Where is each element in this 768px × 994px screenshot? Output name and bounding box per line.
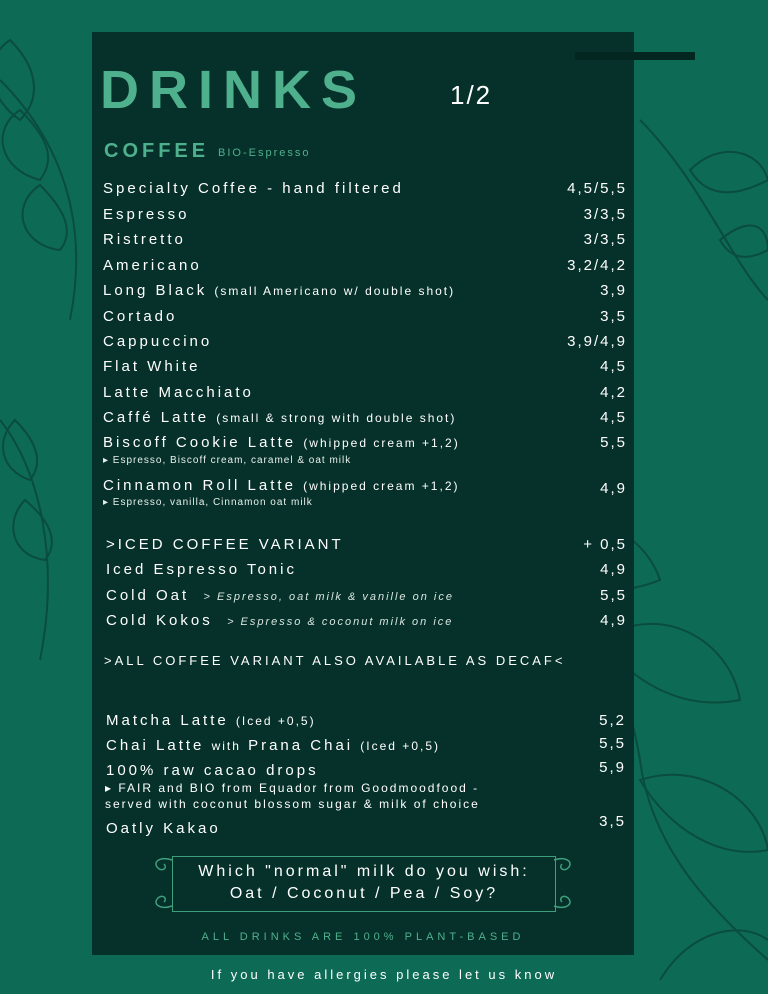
item-name: Matcha Latte: [106, 712, 229, 729]
section-subtitle-coffee: BIO-Espresso: [218, 147, 311, 159]
menu-item: [103, 180, 627, 202]
item-name: Oatly Kakao: [106, 820, 221, 837]
item-price: 4,5: [600, 358, 627, 375]
item-description: ▸ Espresso, Biscoff cream, caramel & oat milk: [103, 455, 352, 466]
item-name: Long Black: [103, 282, 208, 299]
item-price: 5,2: [599, 712, 626, 729]
item-name: Cold Kokos: [106, 612, 213, 629]
item-name: Cortado: [103, 308, 178, 325]
section-title-coffee: COFFEE: [104, 140, 210, 162]
item-price: 4,9: [600, 612, 627, 629]
item-name: Cold Oat: [106, 587, 190, 604]
item-name: Cinnamon Roll Latte: [103, 477, 296, 494]
item-price: 5,5: [600, 587, 627, 604]
item-name: Chai Latte: [106, 737, 205, 754]
item-price: 4,5: [600, 409, 627, 426]
item-price: + 0,5: [583, 536, 627, 553]
item-price: 3,5: [599, 813, 626, 830]
item-note: (Iced +0,5): [360, 739, 440, 753]
item-name: Caffé Latte: [103, 409, 210, 426]
item-name: 100% raw cacao drops: [106, 762, 319, 779]
item-name: Flat White: [103, 358, 201, 375]
item-name: Ristretto: [103, 231, 186, 248]
menu-item: [103, 477, 627, 499]
item-name: Iced Espresso Tonic: [106, 561, 297, 578]
item-price: 3/3,5: [583, 231, 627, 248]
menu-item: [103, 434, 627, 456]
item-note: (small Americano w/ double shot): [214, 284, 456, 298]
item-name: Cappuccino: [103, 333, 213, 350]
menu-item: [103, 409, 627, 431]
menu-item: [103, 308, 627, 330]
page-title: DRINKS: [100, 60, 368, 120]
item-name: >ICED COFFEE VARIANT: [106, 536, 344, 553]
allergy-notice: If you have allergies please let us know: [210, 967, 558, 982]
item-name: Specialty Coffee - hand filtered: [103, 180, 404, 197]
item-price: 3,2/4,2: [567, 257, 627, 274]
plant-based-notice: ALL DRINKS ARE 100% PLANT-BASED: [201, 931, 525, 943]
menu-item: [103, 358, 627, 380]
item-price: 4,5/5,5: [567, 180, 627, 197]
item-price: 5,9: [599, 759, 626, 776]
item-price: 3,9: [600, 282, 627, 299]
item-price: 4,2: [600, 384, 627, 401]
menu-item: [106, 737, 626, 759]
item-name: Latte Macchiato: [103, 384, 254, 401]
item-name: Prana Chai: [248, 737, 354, 754]
menu-item: [103, 206, 627, 228]
menu-item: [106, 612, 627, 634]
item-description: served with coconut blossom sugar & milk of choice: [105, 797, 480, 811]
item-price: 4,9: [600, 561, 627, 578]
menu-item: [106, 561, 627, 583]
menu-item: [103, 384, 627, 406]
menu-item: [103, 231, 627, 253]
menu-item: [103, 257, 627, 279]
item-note: (whipped cream +1,2): [303, 436, 460, 450]
item-note: (whipped cream +1,2): [303, 479, 460, 493]
item-name: Biscoff Cookie Latte: [103, 434, 297, 451]
menu-item: [106, 536, 627, 558]
menu-item: [106, 587, 627, 609]
item-note: with: [211, 739, 241, 753]
milk-choice-box: [172, 856, 556, 912]
item-price: 4,9: [600, 480, 627, 497]
milk-options: Oat / Coconut / Pea / Soy?: [229, 885, 499, 902]
item-price: 3/3,5: [583, 206, 627, 223]
item-note: (small & strong with double shot): [216, 411, 457, 425]
menu-item: [103, 282, 627, 304]
menu-item: [103, 333, 627, 355]
decorative-bar: [575, 52, 695, 60]
milk-question: Which "normal" milk do you wish:: [198, 863, 530, 880]
item-note: (Iced +0,5): [235, 714, 316, 728]
item-price: 3,9/4,9: [567, 333, 627, 350]
item-description: ▸ FAIR and BIO from Equador from Goodmoodfood -: [105, 781, 480, 795]
item-name: Americano: [103, 257, 202, 274]
item-description: ▸ Espresso, vanilla, Cinnamon oat milk: [103, 497, 313, 508]
menu-item: [106, 813, 626, 842]
page-number: 1/2: [450, 80, 493, 110]
menu-item: [106, 712, 626, 734]
item-price: 5,5: [599, 735, 626, 752]
decaf-notice: >ALL COFFEE VARIANT ALSO AVAILABLE AS DECAF<: [104, 653, 566, 668]
item-price: 5,5: [600, 434, 627, 451]
item-note: > Espresso, oat milk & vanille on ice: [203, 591, 454, 603]
item-note: > Espresso & coconut milk on ice: [227, 616, 454, 628]
item-price: 3,5: [600, 308, 627, 325]
item-name: Espresso: [103, 206, 190, 223]
